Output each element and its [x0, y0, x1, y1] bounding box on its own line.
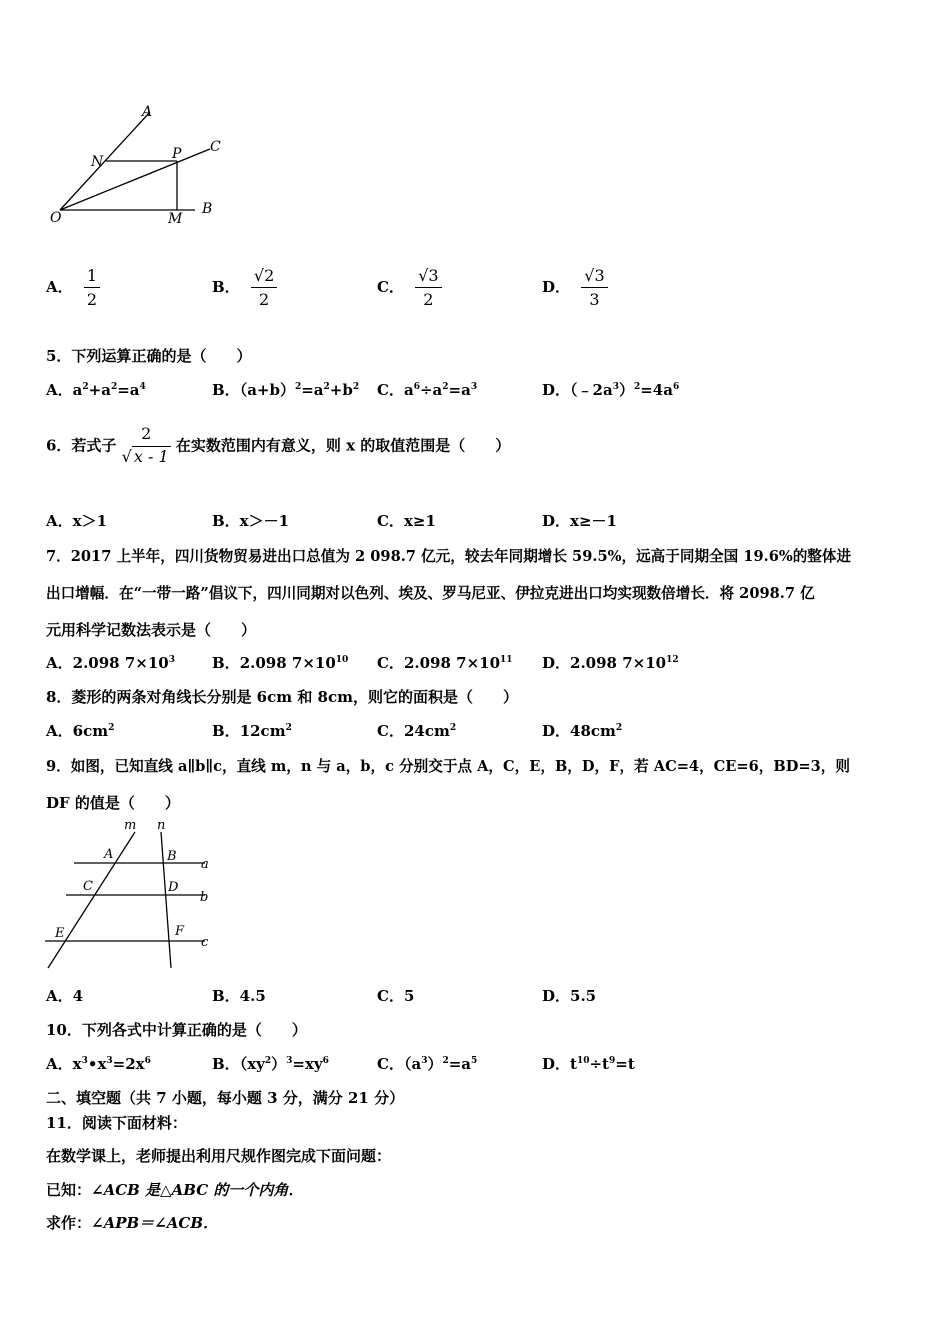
q10-option-d: D．$t^{10}\div t^9=t$	[542, 1055, 635, 1073]
q9-option-c: C．5	[377, 987, 415, 1005]
q5-option-d: D．$(﹣2a^3)^2=4a^6$	[542, 381, 680, 399]
q10-option-a: A．$x^3•x^3=2x^6$	[46, 1055, 151, 1073]
q9-line-1: 9．如图，已知直线 a∥b∥c，直线 m，n 与 a，b，c 分别交于点 A，C，E，B，D，F，若 AC=4，CE=6，BD=3，则	[46, 758, 850, 775]
q7-line-2: 出口增幅．在“一带一路”倡议下，四川同期对以色列、埃及、罗马尼亚、伊拉克进出口均实现数倍增长．将 2098.7 亿	[46, 585, 815, 602]
fig1-label-O: O	[50, 210, 62, 226]
q6-stem: 6．若式子 2 √ x - 1 在实数范围内有意义，则 x 的取值范围是（ ）	[46, 424, 511, 466]
q8-option-a: A．$6cm^2$	[46, 722, 115, 740]
fig1-label-B: B	[202, 201, 213, 217]
q5-stem: 5．下列运算正确的是（ ）	[46, 347, 252, 365]
q8-option-c: C．$24cm^2$	[377, 722, 457, 740]
fig1-label-M: M	[168, 211, 183, 227]
q5-option-a: A．$a^2+a^2=a^4$	[46, 381, 146, 399]
fig2-label-E: E	[55, 926, 65, 941]
section-2-title: 二、填空题（共 7 小题，每小题 3 分，满分 21 分）	[46, 1089, 405, 1107]
q11-known: 已知：∠ACB 是△ABC 的一个内角．	[46, 1181, 304, 1199]
q9-option-d: D．5.5	[542, 987, 597, 1005]
q7-line-3: 元用科学记数法表示是（ ）	[46, 621, 257, 639]
q5-option-c: C．$a^6\div a^2=a^3$	[377, 381, 478, 399]
fig2-label-n: n	[157, 818, 166, 833]
q10-option-c: C．$(a^3)^2=a^5$	[377, 1055, 478, 1073]
q6-option-a: A．x＞1	[46, 512, 108, 530]
q7-option-d: D．2.098 $7\times 10^{12}$	[542, 654, 679, 672]
fig1-label-C: C	[210, 139, 221, 155]
fig2-label-a: a	[201, 857, 209, 872]
figure-angle-bisector	[40, 100, 240, 230]
q11-paragraph: 在数学课上，老师提出利用尺规作图完成下面问题：	[46, 1147, 392, 1165]
q11-construct: 求作：∠APB＝∠ACB．	[46, 1214, 219, 1232]
q9-line-2: DF 的值是（ ）	[46, 794, 180, 812]
fig2-label-A: A	[104, 847, 114, 862]
q7-option-a: A．2.098 $7\times 10^3$	[46, 654, 175, 672]
q7-option-b: B．2.098 $7\times 10^{10}$	[212, 654, 349, 672]
fig2-label-C: C	[83, 879, 93, 894]
q8-option-b: B．$12cm^2$	[212, 722, 292, 740]
fig2-label-D: D	[168, 880, 179, 895]
q7-option-c: C．2.098 $7\times 10^{11}$	[377, 654, 513, 672]
q8-stem: 8．菱形的两条对角线长分别是 6cm 和 8cm，则它的面积是（ ）	[46, 688, 518, 706]
fig1-label-N: N	[91, 154, 104, 170]
fig2-label-b: b	[200, 890, 209, 905]
fig1-label-A: A	[142, 104, 153, 120]
fig2-label-B: B	[167, 849, 177, 864]
q4-option-a: A． $\frac{1}{2}$	[46, 266, 100, 309]
q7-line-1: 7．2017 上半年，四川货物贸易进出口总值为 2 098.7 亿元，较去年同期增长 59.5%，远高于同期全国 19.6%的整体进	[46, 548, 852, 565]
q10-stem: 10．下列各式中计算正确的是（ ）	[46, 1021, 307, 1039]
figure-parallel-lines	[40, 816, 230, 976]
q5-option-b: B．$(a+b)^2=a^2+b^2$	[212, 381, 360, 399]
fig2-label-c: c	[201, 935, 209, 950]
q9-option-b: B．4.5	[212, 987, 266, 1005]
q6-option-c: C．x≥1	[377, 512, 436, 530]
q4-option-d: D． $\frac{√3}{3}$	[542, 266, 608, 309]
q9-option-a: A．4	[46, 987, 84, 1005]
q4-option-c: C． $\frac{√3}{2}$	[377, 266, 442, 309]
fig2-label-F: F	[175, 924, 185, 939]
q8-option-d: D．$48cm^2$	[542, 722, 623, 740]
fig1-label-P: P	[172, 146, 182, 162]
q6-fraction: 2 √ x - 1	[121, 424, 169, 466]
q11-stem: 11．阅读下面材料：	[46, 1114, 187, 1132]
q10-option-b: B．$(xy^2)^3=xy^6$	[212, 1055, 329, 1073]
q6-option-b: B．x＞－1	[212, 512, 290, 530]
q6-option-d: D．x≥－1	[542, 512, 617, 530]
fig2-label-m: m	[124, 818, 137, 833]
q4-option-b: B． $\frac{√2}{2}$	[212, 266, 277, 309]
